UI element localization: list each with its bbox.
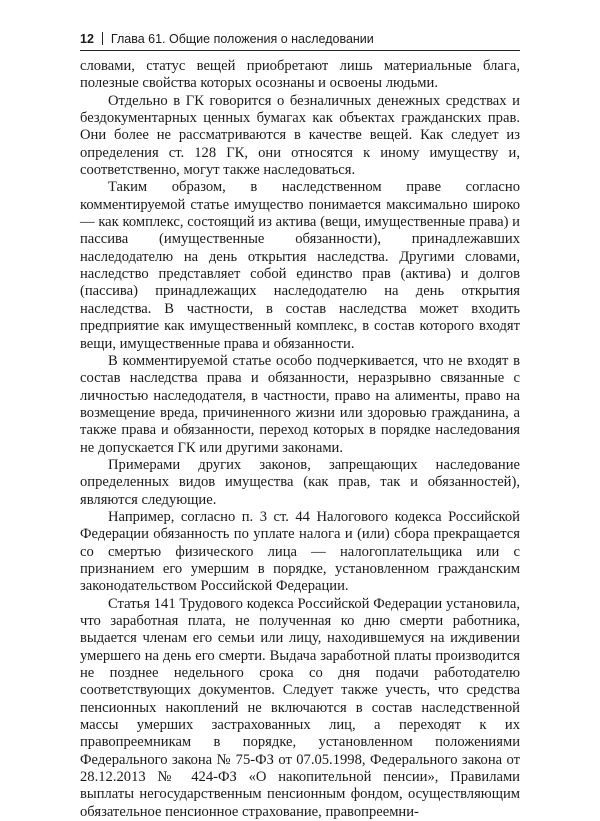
page-number: 12 xyxy=(80,32,94,46)
paragraph-estate-definition: Таким образом, в наследственном праве согласно комментируемой статье имущество понимается максимально широко — как комплекс, состоящий из актива (вещи, имущественные права) и пассива (имущественные обязанности), принадлежавших наследодателю на день открытия наследства. Другими словами, наследство представляет собой единство прав (актива) и долгов (пассива) принадлежащих наследодателю на день открытия наследства. В частности, в состав наследства может входить предприятие как имущественный комплекс, в состав которого входят вещи, имущественные права и обязанности. xyxy=(80,179,520,352)
body-text xyxy=(80,58,520,821)
paragraph-tax-code: Например, согласно п. 3 ст. 44 Налогового кодекса Российской Федерации обязанность по уплате налога и (или) сбора прекращается со смертью физического лица — налогоплательщика или с признанием его умершим в порядке, установленном гражданским законодательством Российской Федерации. xyxy=(80,508,520,595)
paragraph-labor-code: Статья 141 Трудового кодекса Российской Федерации установила, что заработная плата, не полученная ко дню смерти работника, выдается членам его семьи или лицу, находившемуся на иждивении умершего на день его смерти. Выдача заработной платы производится не позднее недельного срока со дня подачи работодателю соответствующих документов. Следует также учесть, что средства пенсионных накоплений не включаются в состав наследственной массы умерших застрахованных лиц, а переходят к их правопреемникам в порядке, установленном положениями Федерального закона № 75-ФЗ от 07.05.1998, Федерального закона от 28.12.2013 № 424-ФЗ «О накопительной пенсии», Правилами выплаты негосударственным пенсионным фондом, осуществляющим обязательное пенсионное страхование, правопреемни- xyxy=(80,595,520,820)
paragraph-other-laws: Примерами других законов, запрещающих наследование определенных видов имущества (как прав, так и обязанностей), являются следующие. xyxy=(80,456,520,508)
running-header xyxy=(80,28,520,51)
header-separator xyxy=(102,32,103,45)
paragraph-continued: словами, статус вещей приобретают лишь материальные блага, полезные свойства которых осознаны и освоены людьми. xyxy=(80,58,520,92)
chapter-title: Глава 61. Общие положения о наследовании xyxy=(110,32,374,46)
paragraph-excluded-rights: В комментируемой статье особо подчеркивается, что не входят в состав наследства права и обязанности, неразрывно связанные с личностью наследодателя, в частности, право на алименты, право на возмещение вреда, причиненного жизни или здоровью гражданина, а также права и обязанности, переход которых в порядке наследования не допускается ГК или другими законами. xyxy=(80,352,520,456)
paragraph-noncash-funds: Отдельно в ГК говорится о безналичных денежных средствах и бездокументарных ценных бумагах как объектах гражданских прав. Они более не рассматриваются в качестве вещей. Как следует из определения ст. 128 ГК, они относятся к иному имуществу и, соответственно, могут также наследоваться. xyxy=(80,92,520,179)
